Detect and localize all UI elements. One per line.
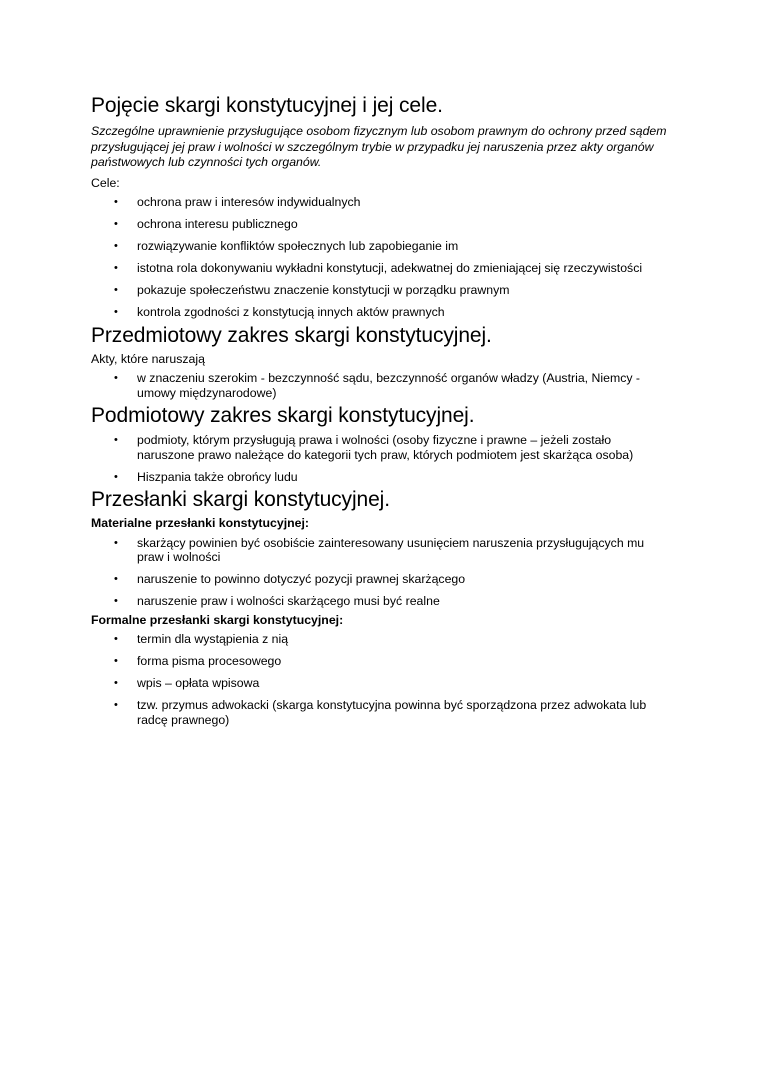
acts-label: Akty, które naruszają — [91, 351, 205, 366]
list-item — [91, 470, 671, 485]
list-item-text: forma pisma procesowego — [137, 654, 282, 668]
formal-list — [91, 632, 671, 727]
list-item-text: ochrona interesu publicznego — [137, 217, 298, 231]
scope-list — [91, 371, 671, 400]
bullet-icon: • — [114, 240, 118, 252]
list-item-text: naruszenie to powinno dotyczyć pozycji prawnej skarżącego — [137, 572, 466, 586]
bullet-icon: • — [114, 536, 118, 549]
list-item — [91, 536, 671, 565]
list-item-text: naruszenie praw i wolności skarżącego musi być realne — [137, 594, 440, 608]
bullet-icon: • — [114, 196, 118, 208]
list-item-text: rozwiązywanie konfliktów społecznych lub zapobieganie im — [137, 239, 459, 253]
section-heading-przeslanki: Przesłanki skargi konstytucyjnej. — [91, 488, 390, 511]
list-item-text: wpis – opłata wpisowa — [137, 676, 260, 690]
bullet-icon: • — [114, 699, 118, 711]
list-item — [91, 239, 671, 254]
bullet-icon: • — [114, 284, 118, 296]
goals-label: Cele: — [91, 175, 120, 190]
list-item — [91, 305, 671, 320]
goals-list — [91, 195, 671, 320]
section-heading-podmiotowy: Podmiotowy zakres skargi konstytucyjnej. — [91, 404, 475, 427]
definition-paragraph: Szczególne uprawnienie przysługujące osobom fizycznym lub osobom prawnym do ochrony przed sądem przysługującej jej praw i wolności w szczególnym trybie w przypadku jej naruszenia przez akty organów państwowych lub czynności tych organów. — [91, 124, 667, 169]
list-item — [91, 283, 671, 298]
bullet-icon: • — [114, 677, 118, 689]
bullet-icon: • — [114, 262, 118, 274]
material-list — [91, 536, 671, 609]
list-item — [91, 572, 671, 587]
list-item — [91, 632, 671, 647]
list-item — [91, 698, 671, 727]
list-item-text: istotna rola dokonywaniu wykładni konstytucji, adekwatnej do zmieniającej się rzeczywistości — [137, 261, 643, 275]
list-item-text: pokazuje społeczeństwu znaczenie konstytucji w porządku prawnym — [137, 283, 510, 297]
list-item — [91, 371, 671, 400]
bullet-icon: • — [114, 434, 118, 446]
list-item-text: Hiszpania także obrońcy ludu — [137, 469, 298, 484]
material-label: Materialne przesłanki konstytucyjnej: — [91, 516, 309, 530]
list-item — [91, 433, 671, 462]
list-item-text: tzw. przymus adwokacki (skarga konstytucyjna powinna być sporządzona przez adwokata lub radcę prawnego) — [137, 698, 647, 727]
list-item-text: w znaczeniu szerokim - bezczynność sądu, bezczynność organów władzy (Austria, Niemcy - umowy międzynarodowe) — [137, 371, 641, 400]
bullet-icon: • — [114, 306, 118, 318]
bullet-icon: • — [114, 372, 118, 384]
list-item — [91, 261, 671, 276]
list-item-text: ochrona praw i interesów indywidualnych — [137, 195, 361, 209]
bullet-icon: • — [114, 573, 118, 585]
section-heading-przedmiotowy: Przedmiotowy zakres skargi konstytucyjnej. — [91, 323, 492, 347]
list-item — [91, 594, 671, 609]
bullet-icon: • — [114, 655, 118, 667]
list-item — [91, 676, 671, 691]
list-item — [91, 654, 671, 669]
list-item — [91, 195, 671, 210]
formal-label: Formalne przesłanki skargi konstytucyjnej: — [91, 612, 344, 627]
list-item-text: podmioty, którym przysługują prawa i wolności (osoby fizyczne i prawne – jeżeli zostało naruszone prawo należące do kategorii tych praw, których podmiotem jest skarżąca osoba) — [137, 433, 634, 462]
bullet-icon: • — [114, 470, 118, 483]
bullet-icon: • — [114, 633, 118, 645]
subjects-list — [91, 433, 671, 484]
list-item-text: kontrola zgodności z konstytucją innych aktów prawnych — [137, 305, 445, 319]
bullet-icon: • — [114, 595, 118, 607]
section-heading-pojecie: Pojęcie skargi konstytucyjnej i jej cele. — [91, 94, 443, 117]
list-item-text: termin dla wystąpienia z nią — [137, 632, 289, 646]
list-item — [91, 217, 671, 232]
bullet-icon: • — [114, 218, 118, 230]
document-page — [91, 93, 671, 735]
list-item-text: skarżący powinien być osobiście zainteresowany usunięciem naruszenia przysługujących mu praw i wolności — [137, 535, 645, 564]
